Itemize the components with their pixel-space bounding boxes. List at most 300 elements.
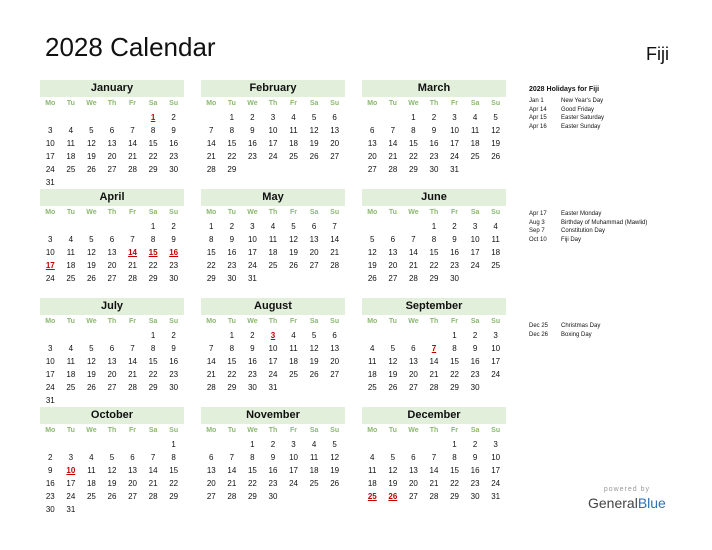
empty-cell xyxy=(403,220,424,233)
month-header: April xyxy=(40,189,184,206)
holiday-name: Constitution Day xyxy=(561,228,606,234)
weekday-label: Sa xyxy=(309,318,319,325)
day-cell: 11 xyxy=(66,248,75,257)
weekday-row xyxy=(201,98,345,110)
day-cell: 25 xyxy=(309,479,319,488)
weekday-row xyxy=(362,98,506,110)
day-cell: 9 xyxy=(171,126,176,135)
day-cell: 10 xyxy=(268,126,278,135)
day-cell: 30 xyxy=(169,383,179,392)
day-cell: 13 xyxy=(388,248,398,257)
day-cell: 4 xyxy=(68,235,74,244)
day-cell: 9 xyxy=(270,453,276,462)
day-cell: 26 xyxy=(107,492,117,501)
day-cell: 27 xyxy=(330,152,340,161)
day-cell: 17 xyxy=(268,357,278,366)
day-grid xyxy=(40,438,184,516)
day-cell: 25 xyxy=(289,370,298,379)
month-header: February xyxy=(201,80,345,97)
day-cell: 28 xyxy=(206,383,216,392)
day-cell: 6 xyxy=(370,126,375,135)
weekday-label: Mo xyxy=(367,427,378,434)
day-cell: 8 xyxy=(431,235,437,244)
empty-cell xyxy=(102,438,123,451)
holiday-row xyxy=(529,236,647,245)
empty-cell xyxy=(403,438,424,451)
day-cell: 12 xyxy=(309,126,319,135)
day-cell: 16 xyxy=(169,357,179,366)
empty-cell xyxy=(61,111,82,124)
day-cell: 16 xyxy=(45,479,55,488)
day-cell: 18 xyxy=(289,357,298,366)
day-grid xyxy=(40,329,184,407)
day-cell: 10 xyxy=(268,344,278,353)
day-cell: 5 xyxy=(311,113,317,122)
month-header: July xyxy=(40,298,184,315)
day-cell: 11 xyxy=(289,344,298,353)
day-cell: 16 xyxy=(227,248,237,257)
weekday-label: Sa xyxy=(309,100,319,107)
day-cell: 1 xyxy=(229,331,235,340)
day-cell: 28 xyxy=(128,274,137,283)
holiday-name: Birthday of Muhammad (Mawlid) xyxy=(561,219,648,226)
weekday-label: We xyxy=(86,318,97,325)
weekday-label: Fr xyxy=(290,100,298,107)
day-cell: 15 xyxy=(450,357,459,366)
day-grid xyxy=(362,111,506,176)
day-cell: 3 xyxy=(68,453,74,462)
day-cell: 27 xyxy=(367,165,377,174)
day-cell: 28 xyxy=(388,165,398,174)
day-cell: 29 xyxy=(148,383,158,392)
day-cell: 24 xyxy=(450,152,459,161)
day-cell: 2 xyxy=(48,453,53,462)
month-may xyxy=(201,189,345,285)
day-cell: 12 xyxy=(86,248,96,257)
day-cell: 14 xyxy=(148,466,158,475)
day-cell: 19 xyxy=(388,370,398,379)
day-cell: 2 xyxy=(250,331,255,340)
holiday-name: Good Friday xyxy=(561,106,595,113)
day-cell: 6 xyxy=(109,344,115,353)
weekday-label: We xyxy=(247,318,258,325)
day-cell: 16 xyxy=(247,139,257,148)
day-cell: 21 xyxy=(388,152,398,161)
day-cell: 7 xyxy=(130,344,135,353)
day-grid xyxy=(362,329,506,394)
country-label: Fiji xyxy=(646,44,669,64)
empty-cell xyxy=(40,220,61,233)
holiday-row xyxy=(529,106,604,115)
weekday-label: We xyxy=(247,100,258,107)
day-cell: 4 xyxy=(89,453,94,462)
day-cell: 2 xyxy=(270,440,276,449)
empty-cell xyxy=(102,329,123,342)
day-cell: 9 xyxy=(171,235,176,244)
day-cell: 22 xyxy=(206,261,216,270)
weekday-label: Th xyxy=(429,209,439,216)
day-cell: 7 xyxy=(390,126,396,135)
day-grid xyxy=(201,111,345,176)
holidays-title: 2028 Holidays for Fiji xyxy=(529,86,600,93)
day-cell: 12 xyxy=(388,357,398,366)
day-cell: 7 xyxy=(130,126,135,135)
day-cell: 26 xyxy=(491,152,501,161)
day-cell: 23 xyxy=(247,152,257,161)
holiday-date: Apr 16 xyxy=(529,123,547,130)
day-cell: 13 xyxy=(408,466,418,475)
month-header: January xyxy=(40,80,184,97)
empty-cell xyxy=(40,111,61,124)
day-cell: 17 xyxy=(470,248,480,257)
day-cell: 16 xyxy=(450,248,459,257)
day-cell: 7 xyxy=(150,453,156,462)
day-cell: 10 xyxy=(247,235,257,244)
empty-cell xyxy=(383,329,404,342)
day-cell: 13 xyxy=(330,344,340,353)
day-cell: 9 xyxy=(48,466,53,475)
empty-cell xyxy=(383,220,404,233)
day-cell: 3 xyxy=(472,222,478,231)
weekday-label: Sa xyxy=(470,100,480,107)
day-cell: 13 xyxy=(107,357,117,366)
day-cell: 7 xyxy=(209,344,214,353)
empty-cell xyxy=(81,438,102,451)
day-cell: 17 xyxy=(289,466,298,475)
day-cell: 3 xyxy=(48,235,53,244)
weekday-label: We xyxy=(408,318,419,325)
day-cell: 3 xyxy=(452,113,457,122)
day-cell: 5 xyxy=(332,440,337,449)
day-cell: 27 xyxy=(107,274,117,283)
weekday-label: Fr xyxy=(451,427,459,434)
month-header: March xyxy=(362,80,506,97)
weekday-label: Mo xyxy=(45,427,56,434)
day-cell: 14 xyxy=(227,466,237,475)
day-cell: 6 xyxy=(311,222,317,231)
day-cell: 16 xyxy=(429,139,439,148)
day-cell: 11 xyxy=(268,235,278,244)
day-cell: 23 xyxy=(470,370,480,379)
weekday-label: Su xyxy=(169,427,179,434)
day-cell: 3 xyxy=(270,113,276,122)
weekday-label: Tu xyxy=(388,318,397,325)
day-cell: 20 xyxy=(330,357,340,366)
day-cell: 12 xyxy=(86,357,96,366)
holiday-list-q1 xyxy=(529,86,604,131)
weekday-label: Sa xyxy=(148,427,158,434)
month-header: October xyxy=(40,407,184,424)
empty-cell xyxy=(81,111,102,124)
weekday-row xyxy=(362,425,506,437)
weekday-label: Tu xyxy=(227,318,236,325)
day-cell: 13 xyxy=(408,357,418,366)
day-cell: 14 xyxy=(128,139,137,148)
day-cell: 21 xyxy=(128,370,137,379)
weekday-label: Tu xyxy=(388,100,397,107)
empty-cell xyxy=(102,111,123,124)
month-december xyxy=(362,407,506,503)
holiday-day-cell: 14 xyxy=(128,248,137,257)
weekday-label: We xyxy=(247,209,258,216)
day-cell: 11 xyxy=(66,139,75,148)
day-cell: 5 xyxy=(390,453,396,462)
holiday-date: Dec 25 xyxy=(529,323,549,329)
day-cell: 26 xyxy=(388,383,398,392)
day-cell: 16 xyxy=(169,139,179,148)
day-grid xyxy=(362,220,506,285)
empty-cell xyxy=(222,438,243,451)
weekday-label: We xyxy=(86,209,97,216)
day-cell: 21 xyxy=(206,370,216,379)
weekday-label: Tu xyxy=(227,100,236,107)
day-cell: 15 xyxy=(429,248,439,257)
day-cell: 3 xyxy=(48,126,53,135)
day-cell: 9 xyxy=(250,126,255,135)
weekday-label: Mo xyxy=(45,209,56,216)
day-cell: 27 xyxy=(330,370,340,379)
brand-name-part1: General xyxy=(588,495,638,511)
brand-name xyxy=(588,495,666,511)
weekday-label: Fr xyxy=(290,209,298,216)
day-cell: 5 xyxy=(493,113,498,122)
day-cell: 3 xyxy=(291,440,296,449)
day-cell: 15 xyxy=(148,357,158,366)
day-cell: 29 xyxy=(148,165,158,174)
day-cell: 15 xyxy=(227,357,237,366)
day-cell: 20 xyxy=(128,479,137,488)
day-cell: 26 xyxy=(309,152,319,161)
day-cell: 31 xyxy=(247,274,257,283)
weekday-label: Su xyxy=(330,318,340,325)
page-title: 2028 Calendar xyxy=(45,32,216,62)
weekday-label: Mo xyxy=(367,318,378,325)
day-cell: 8 xyxy=(411,126,416,135)
day-cell: 1 xyxy=(171,440,176,449)
day-cell: 4 xyxy=(370,453,375,462)
empty-cell xyxy=(403,329,424,342)
holiday-day-cell: 1 xyxy=(150,113,156,122)
day-cell: 24 xyxy=(289,479,298,488)
day-cell: 30 xyxy=(268,492,278,501)
day-cell: 12 xyxy=(491,126,501,135)
brand-name-part2: Blue xyxy=(637,495,666,511)
day-cell: 2 xyxy=(229,222,235,231)
month-header: September xyxy=(362,298,506,315)
day-cell: 21 xyxy=(128,152,137,161)
day-cell: 4 xyxy=(68,126,74,135)
day-grid xyxy=(40,111,184,189)
day-cell: 1 xyxy=(150,222,156,231)
weekday-row xyxy=(40,425,184,437)
day-cell: 29 xyxy=(450,492,459,501)
day-cell: 20 xyxy=(206,479,216,488)
day-cell: 11 xyxy=(87,466,96,475)
day-cell: 23 xyxy=(450,261,459,270)
day-cell: 29 xyxy=(148,274,158,283)
day-cell: 5 xyxy=(89,235,94,244)
weekday-label: Sa xyxy=(470,318,480,325)
day-grid xyxy=(201,438,345,503)
weekday-label: Mo xyxy=(206,318,217,325)
day-cell: 27 xyxy=(388,274,398,283)
day-cell: 14 xyxy=(206,357,216,366)
day-cell: 30 xyxy=(470,492,480,501)
day-cell: 11 xyxy=(289,126,298,135)
day-cell: 2 xyxy=(171,113,176,122)
day-cell: 23 xyxy=(45,492,55,501)
empty-cell xyxy=(424,329,445,342)
day-cell: 25 xyxy=(491,261,501,270)
day-cell: 20 xyxy=(367,152,377,161)
weekday-label: Su xyxy=(169,100,179,107)
day-cell: 2 xyxy=(472,440,478,449)
day-cell: 19 xyxy=(388,479,398,488)
day-cell: 17 xyxy=(247,248,257,257)
day-cell: 21 xyxy=(206,152,216,161)
day-cell: 1 xyxy=(431,222,437,231)
day-cell: 23 xyxy=(247,370,257,379)
day-cell: 31 xyxy=(491,492,501,501)
day-cell: 14 xyxy=(128,357,137,366)
weekday-row xyxy=(201,207,345,219)
day-cell: 2 xyxy=(171,331,176,340)
day-cell: 27 xyxy=(107,383,117,392)
month-header: December xyxy=(362,407,506,424)
holiday-day-cell: 25 xyxy=(367,492,377,501)
day-cell: 16 xyxy=(470,357,480,366)
day-cell: 29 xyxy=(206,274,216,283)
day-cell: 31 xyxy=(268,383,278,392)
weekday-label: We xyxy=(408,209,419,216)
day-cell: 4 xyxy=(370,344,375,353)
month-header: August xyxy=(201,298,345,315)
day-cell: 7 xyxy=(431,453,437,462)
holiday-date: Apr 17 xyxy=(529,211,547,217)
day-cell: 4 xyxy=(291,331,296,340)
weekday-label: Sa xyxy=(148,209,158,216)
holiday-row xyxy=(529,114,604,123)
day-cell: 20 xyxy=(408,370,418,379)
month-november xyxy=(201,407,345,503)
empty-cell xyxy=(122,111,143,124)
day-cell: 10 xyxy=(470,235,480,244)
day-cell: 14 xyxy=(388,139,398,148)
weekday-label: Th xyxy=(107,427,117,434)
day-cell: 18 xyxy=(66,370,76,379)
day-cell: 17 xyxy=(268,139,278,148)
day-cell: 11 xyxy=(368,357,377,366)
month-september xyxy=(362,298,506,394)
day-cell: 23 xyxy=(227,261,237,270)
holiday-name: Christmas Day xyxy=(561,323,601,329)
day-cell: 15 xyxy=(169,466,179,475)
day-cell: 15 xyxy=(148,139,158,148)
weekday-label: Sa xyxy=(309,209,319,216)
day-cell: 19 xyxy=(289,248,298,257)
empty-cell xyxy=(81,329,102,342)
day-cell: 28 xyxy=(408,274,418,283)
day-grid xyxy=(40,220,184,285)
holiday-name: Fiji Day xyxy=(561,236,582,243)
weekday-label: Sa xyxy=(470,427,480,434)
day-cell: 22 xyxy=(450,370,459,379)
day-cell: 26 xyxy=(309,370,319,379)
weekday-label: Th xyxy=(107,100,117,107)
day-cell: 18 xyxy=(86,479,96,488)
day-cell: 25 xyxy=(86,492,96,501)
day-cell: 11 xyxy=(309,453,319,462)
day-cell: 25 xyxy=(289,152,298,161)
weekday-label: Fr xyxy=(451,100,459,107)
empty-cell xyxy=(383,438,404,451)
day-cell: 8 xyxy=(452,453,457,462)
day-cell: 24 xyxy=(45,383,55,392)
day-cell: 23 xyxy=(169,370,179,379)
day-cell: 15 xyxy=(206,248,216,257)
empty-cell xyxy=(201,438,222,451)
day-cell: 9 xyxy=(171,344,176,353)
day-cell: 28 xyxy=(148,492,158,501)
day-cell: 18 xyxy=(491,248,501,257)
weekday-label: Th xyxy=(268,209,278,216)
day-cell: 10 xyxy=(491,453,501,462)
day-cell: 13 xyxy=(206,466,216,475)
day-cell: 3 xyxy=(493,331,498,340)
day-cell: 2 xyxy=(171,222,176,231)
empty-cell xyxy=(61,329,82,342)
holiday-day-cell: 15 xyxy=(148,248,158,257)
day-cell: 22 xyxy=(148,152,158,161)
weekday-label: Mo xyxy=(206,209,217,216)
day-cell: 28 xyxy=(128,165,137,174)
day-cell: 17 xyxy=(491,466,501,475)
day-cell: 19 xyxy=(309,139,319,148)
holiday-name: New Year's Day xyxy=(561,98,604,104)
day-cell: 7 xyxy=(130,235,135,244)
weekday-label: Mo xyxy=(45,318,56,325)
day-cell: 20 xyxy=(330,139,340,148)
weekday-label: Su xyxy=(169,318,179,325)
weekday-label: Su xyxy=(169,209,179,216)
weekday-label: Mo xyxy=(206,427,217,434)
holiday-day-cell: 16 xyxy=(169,248,179,257)
day-cell: 21 xyxy=(429,479,439,488)
day-cell: 5 xyxy=(109,453,115,462)
powered-by-text: powered by xyxy=(603,486,651,493)
empty-cell xyxy=(201,111,222,124)
day-cell: 7 xyxy=(229,453,235,462)
empty-cell xyxy=(40,329,61,342)
weekday-label: Fr xyxy=(290,318,298,325)
day-cell: 6 xyxy=(130,453,135,462)
day-cell: 22 xyxy=(227,152,237,161)
day-cell: 28 xyxy=(429,492,439,501)
day-cell: 19 xyxy=(86,152,96,161)
empty-cell xyxy=(143,438,164,451)
day-cell: 24 xyxy=(268,152,278,161)
day-cell: 14 xyxy=(408,248,418,257)
day-grid xyxy=(201,220,345,285)
day-cell: 30 xyxy=(45,505,55,514)
day-cell: 18 xyxy=(470,139,480,148)
day-cell: 30 xyxy=(247,383,257,392)
holiday-date: Apr 14 xyxy=(529,106,547,113)
day-cell: 24 xyxy=(66,492,76,501)
day-cell: 5 xyxy=(89,126,94,135)
day-cell: 19 xyxy=(367,261,377,270)
day-cell: 14 xyxy=(429,466,439,475)
